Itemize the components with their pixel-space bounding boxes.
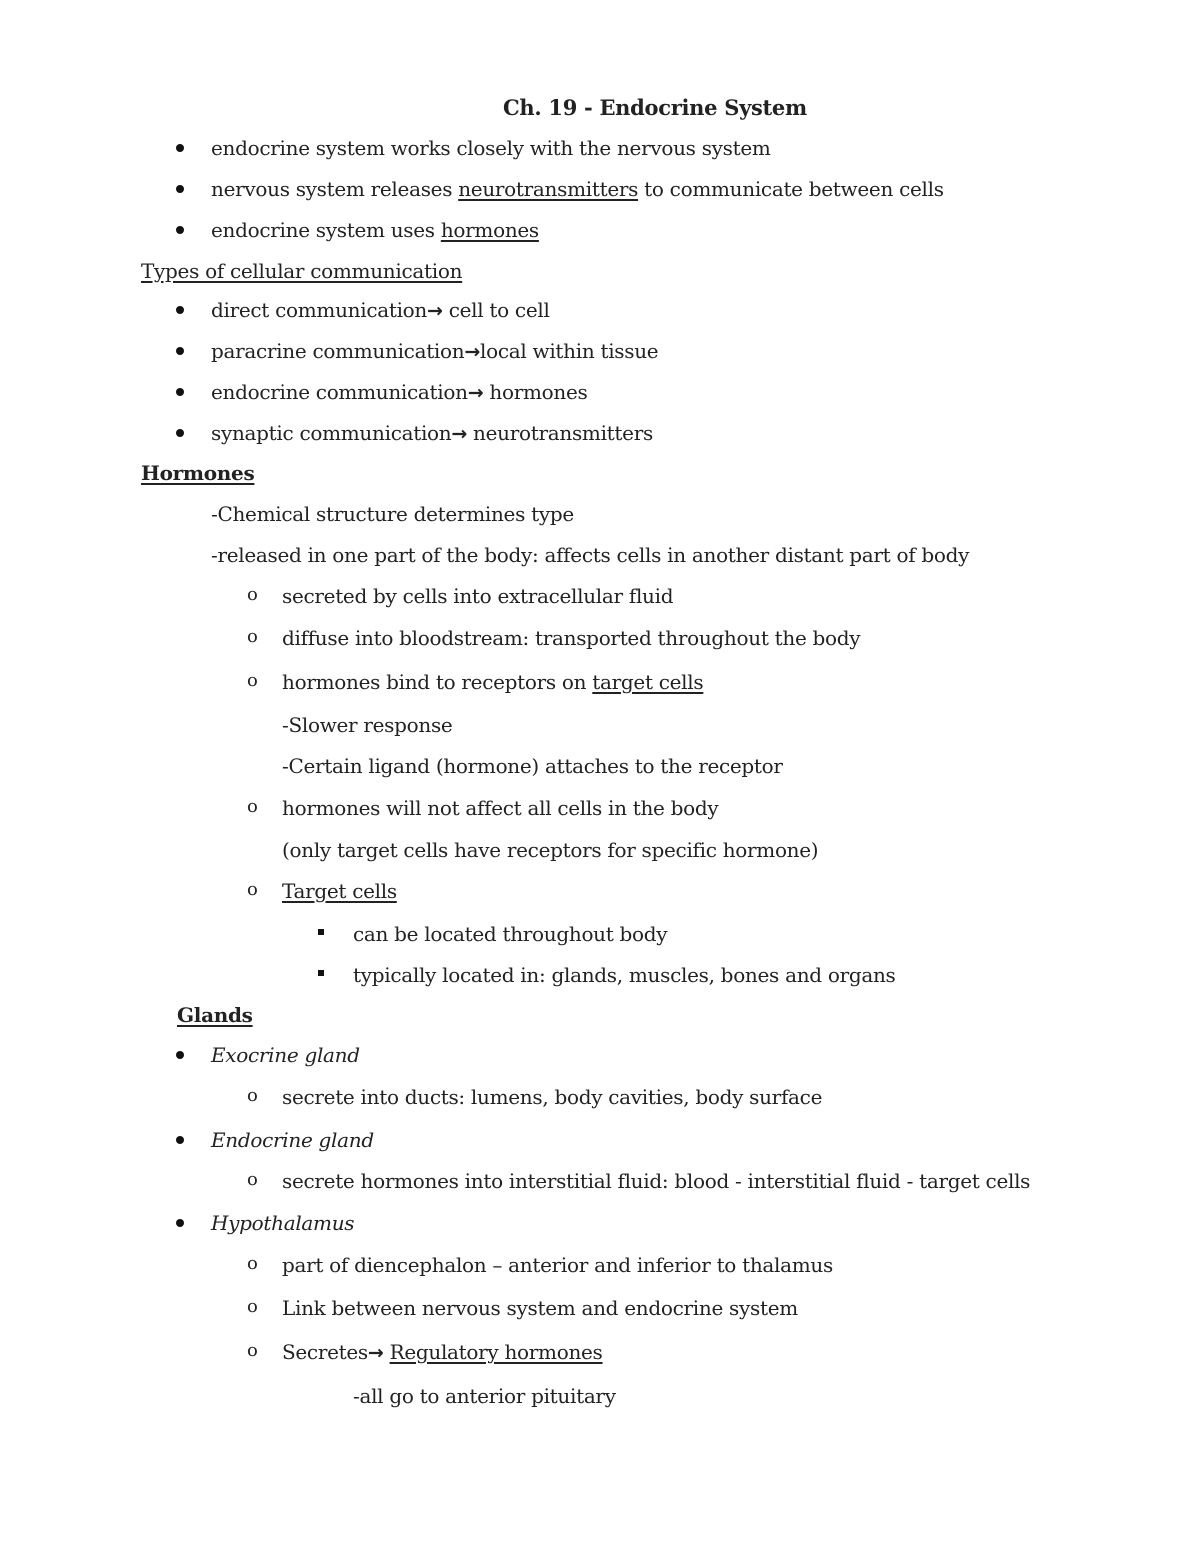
term-neurotransmitters: neurotransmitters [458,177,639,201]
gland-point: secrete hormones into interstitial fluid: blood - interstitial fluid - target cells [282,1169,1031,1193]
hormones-point: secreted by cells into extracellular fluid [282,584,674,608]
arrow-icon: → [451,423,467,445]
bullet-icon [176,185,184,193]
bullet-icon [176,144,184,152]
hormones-subnote: -Slower response [282,713,453,737]
circle-bullet-icon: o [247,626,258,647]
term-regulatory-hormones: Regulatory hormones [389,1340,603,1364]
term-hormones: hormones [440,218,539,242]
circle-bullet-icon: o [247,1085,258,1106]
bullet-icon [176,1051,184,1059]
circle-bullet-icon: o [247,584,258,605]
arrow-icon: → [467,382,484,404]
gland-point: Link between nervous system and endocrine system [282,1296,798,1320]
comm-item: direct communication→ cell to cell [211,298,550,322]
gland-type: Exocrine gland [211,1043,360,1067]
bullet-icon [176,388,184,396]
gland-type: Endocrine gland [211,1128,374,1152]
bullet-icon [176,306,184,314]
gland-subnote: -all go to anterior pituitary [353,1384,616,1408]
arrow-icon: → [367,1342,384,1364]
gland-point: part of diencephalon – anterior and inferior to thalamus [282,1253,833,1277]
hormones-point: hormones bind to receptors on target cells [282,670,704,694]
gland-point: Secretes→ Regulatory hormones [282,1340,603,1364]
hormones-subnote: -Certain ligand (hormone) attaches to the receptor [282,754,783,778]
hormones-subnote: (only target cells have receptors for specific hormone) [282,838,819,862]
bullet-icon [176,429,184,437]
page-title: Ch. 19 - Endocrine System [503,95,807,120]
section-heading-glands: Glands [177,1003,253,1027]
bullet-icon [176,1136,184,1144]
square-bullet-icon [318,929,324,935]
intro-item: nervous system releases neurotransmitters to communicate between cells [211,177,944,201]
hormones-dash-line: -Chemical structure determines type [211,502,574,526]
hormones-point: hormones will not affect all cells in the body [282,796,719,820]
circle-bullet-icon: o [247,1296,258,1317]
target-cells-item: typically located in: glands, muscles, bones and organs [353,963,896,987]
circle-bullet-icon: o [247,670,258,691]
gland-type: Hypothalamus [211,1211,355,1235]
hormones-point: diffuse into bloodstream: transported throughout the body [282,626,861,650]
intro-item: endocrine system uses hormones [211,218,539,242]
hormones-point-target-cells: Target cells [282,879,397,903]
square-bullet-icon [318,970,324,976]
comm-item: synaptic communication→ neurotransmitters [211,421,653,445]
bullet-icon [176,226,184,234]
intro-item: endocrine system works closely with the nervous system [211,136,771,160]
circle-bullet-icon: o [247,796,258,817]
gland-point: secrete into ducts: lumens, body cavities, body surface [282,1085,823,1109]
section-heading-hormones: Hormones [141,461,255,485]
circle-bullet-icon: o [247,879,258,900]
target-cells-item: can be located throughout body [353,922,668,946]
bullet-icon [176,1219,184,1227]
arrow-icon: → [464,341,480,363]
section-heading-communication: Types of cellular communication [141,259,463,283]
comm-item: endocrine communication→ hormones [211,380,588,404]
circle-bullet-icon: o [247,1169,258,1190]
circle-bullet-icon: o [247,1253,258,1274]
arrow-icon: → [427,300,443,322]
bullet-icon [176,347,184,355]
term-target-cells: target cells [592,670,704,694]
comm-item: paracrine communication→local within tissue [211,339,659,363]
circle-bullet-icon: o [247,1340,258,1361]
hormones-dash-line: -released in one part of the body: affects cells in another distant part of body [211,543,970,567]
